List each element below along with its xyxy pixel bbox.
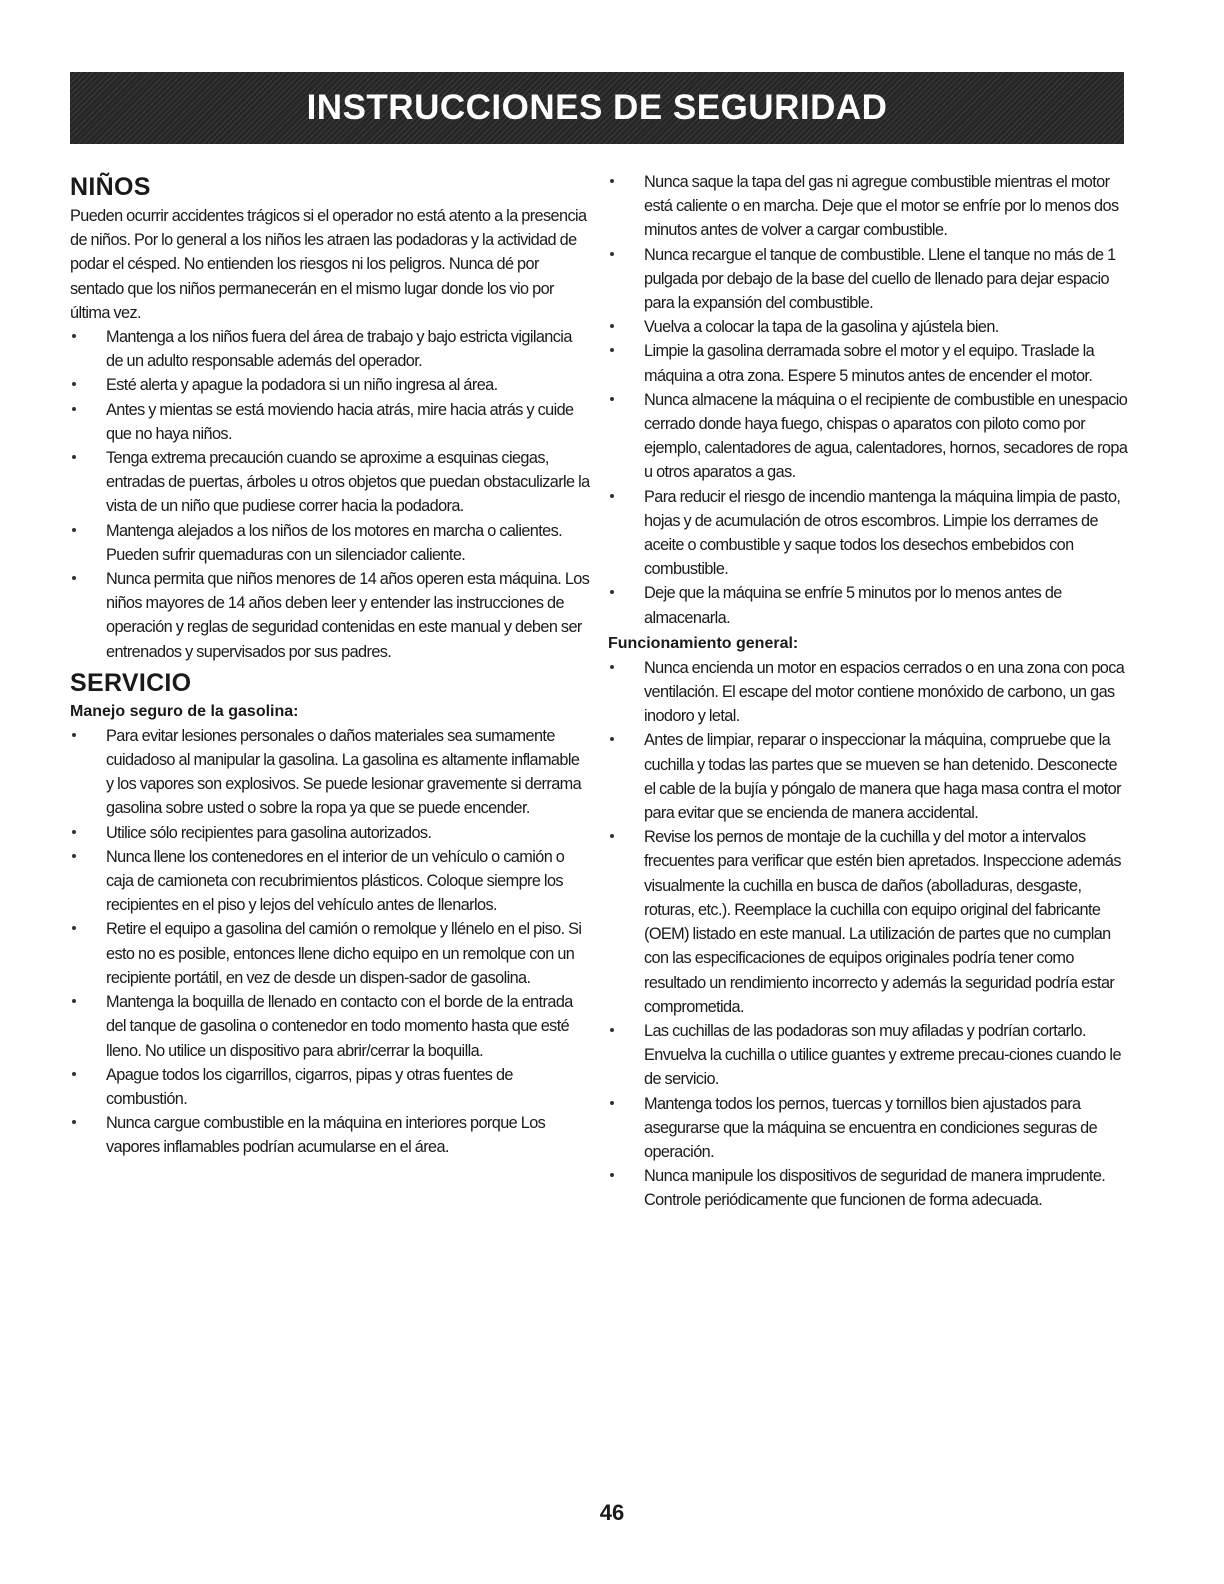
bullet-icon xyxy=(610,324,614,328)
bullet-icon xyxy=(72,382,76,386)
list-item-text: Para evitar lesiones personales o daños materiales sea sumamente cuidadoso al manipular la gasolina. La gasolina es altamente inflamable y los vapores son explosivos. Se puede lesionar gravemente si derrama gasolina sobre usted o sobre la ropa ya que se puede encender. xyxy=(106,726,582,818)
list-item xyxy=(608,1164,1128,1212)
bullet-icon xyxy=(610,179,614,183)
list-item xyxy=(70,917,590,990)
list-item xyxy=(70,1111,590,1159)
bullet-icon xyxy=(610,1101,614,1105)
list-item xyxy=(608,728,1128,825)
bullet-icon xyxy=(72,576,76,580)
bullet-icon xyxy=(72,528,76,532)
bullet-icon xyxy=(610,494,614,498)
funcionamiento-subheading: Funcionamiento general: xyxy=(608,634,799,652)
list-item xyxy=(70,519,590,567)
list-item xyxy=(70,845,590,918)
list-item-text: Revise los pernos de montaje de la cuchilla y del motor a intervalos frecuentes para verificar que estén bien apretados. Inspeccione además visualmente la cuchilla en busca de daños (abolladuras, desgaste, roturas, etc.). Reemplace la cuchilla con equipo original del fabricante (OEM) listado en este manual. La utilización de partes que no cumplan con las especificaciones de equipos originales podría tener como resultado un rendimiento incorrecto y además la seguridad podría estar comprometida. xyxy=(644,828,1121,1016)
gasolina-subheading: Manejo seguro de la gasolina: xyxy=(70,702,299,720)
list-item xyxy=(70,821,590,845)
bullet-icon xyxy=(610,1173,614,1177)
list-item xyxy=(70,398,590,446)
list-item-text: Nunca permita que niños menores de 14 años operen esta máquina. Los niños mayores de 14 años deben leer y entender las instrucciones de operación y reglas de seguridad contenidas en este manual y deben ser entrenados y supervisados por sus padres. xyxy=(106,570,590,661)
list-item-text: Deje que la máquina se enfríe 5 minutos por lo menos antes de almacenarla. xyxy=(644,584,1062,627)
list-item xyxy=(608,825,1128,1019)
list-item xyxy=(608,581,1128,629)
list-item-text: Nunca almacene la máquina o el recipiente de combustible en unespacio cerrado donde haya fuego, chispas o aparatos con piloto como por ejemplo, calentadores de agua, calentadores, hornos, secadores de ropa u otros aparatos a gas. xyxy=(644,390,1128,482)
left-column xyxy=(70,170,590,1160)
bullet-icon xyxy=(610,590,614,594)
list-item xyxy=(608,339,1128,387)
list-item xyxy=(70,325,590,373)
list-item xyxy=(70,446,590,519)
list-item-text: Antes de limpiar, reparar o inspeccionar la máquina, compruebe que la cuchilla y todas las partes que se mueven se han detenido. Desconecte el cable de la bujía y póngalo de manera que haga masa contra el motor para evitar que se encienda de manera accidental. xyxy=(644,731,1121,823)
list-item-text: Retire el equipo a gasolina del camión o remolque y llénelo en el piso. Si esto no es posible, entonces llene dicho equipo en un remolque con un recipiente portátil, en vez de desde un dispen-sador de gasolina. xyxy=(106,920,582,987)
list-item-text: Utilice sólo recipientes para gasolina autorizados. xyxy=(106,823,432,842)
list-item xyxy=(608,170,1128,243)
ninos-list xyxy=(70,325,590,664)
list-item xyxy=(70,373,590,397)
bullet-icon xyxy=(72,334,76,338)
list-item xyxy=(70,724,590,821)
servicio-list xyxy=(70,724,590,1160)
bullet-icon xyxy=(610,348,614,352)
list-item xyxy=(608,1092,1128,1165)
list-item-text: Apague todos los cigarrillos, cigarros, pipas y otras fuentes de combustión. xyxy=(106,1065,513,1108)
list-item-text: Nunca saque la tapa del gas ni agregue combustible mientras el motor está caliente o en marcha. Deje que el motor se enfríe por lo menos dos minutos antes de volver a cargar combustible. xyxy=(644,173,1119,240)
list-item xyxy=(70,990,590,1063)
bullet-icon xyxy=(72,407,76,411)
list-item-text: Antes y mientas se está moviendo hacia atrás, mire hacia atrás y cuide que no haya niños. xyxy=(106,400,574,443)
servicio-heading: SERVICIO xyxy=(70,668,192,697)
bullet-icon xyxy=(72,854,76,858)
list-item xyxy=(608,656,1128,729)
list-item-text: Las cuchillas de las podadoras son muy afiladas y podrían cortarlo. Envuelva la cuchilla o utilice guantes y extreme precau-ciones cuando le de servicio. xyxy=(644,1021,1121,1089)
bullet-icon xyxy=(610,665,614,669)
list-item-text: Nunca cargue combustible en la máquina en interiores porque Los vapores inflamables podrían acumularse en el área. xyxy=(106,1114,546,1157)
list-item-text: Tenga extrema precaución cuando se aproxime a esquinas ciegas, entradas de puertas, árboles u otros objetos que puedan obstaculizarle la vista de un niño que pudiese correr hacia la podadora. xyxy=(106,449,590,516)
bullet-icon xyxy=(610,252,614,256)
bullet-icon xyxy=(610,834,614,838)
list-item-text: Nunca manipule los dispositivos de seguridad de manera imprudente. Controle periódicamente que funcionen de forma adecuada. xyxy=(644,1167,1106,1210)
list-item-text: Esté alerta y apague la podadora si un niño ingresa al área. xyxy=(106,376,498,395)
list-item-text: Nunca recargue el tanque de combustible. Llene el tanque no más de 1 pulgada por debajo de la base del cuello de llenado para dejar espacio para la expansión del combustible. xyxy=(644,245,1116,313)
bullet-icon xyxy=(610,1028,614,1032)
list-item xyxy=(608,485,1128,582)
list-item xyxy=(608,315,1128,339)
bullet-icon xyxy=(72,1072,76,1076)
list-item xyxy=(70,1063,590,1111)
ninos-intro: Pueden ocurrir accidentes trágicos si el operador no está atento a la presencia de niños. Por lo general a los niños les atraen las podadoras y la actividad de podar el césped. No entienden los riesgos ni los peligros. Nunca dé por sentado que los niños permanecerán en el mismo lugar donde los vio por última vez. xyxy=(70,207,587,322)
gasolina-list-continued xyxy=(608,170,1128,630)
list-item-text: Vuelva a colocar la tapa de la gasolina y ajústela bien. xyxy=(644,318,999,337)
bullet-icon xyxy=(72,926,76,930)
list-item-text: Nunca encienda un motor en espacios cerrados o en una zona con poca ventilación. El escape del motor contiene monóxido de carbono, un gas inodoro y letal. xyxy=(644,658,1125,726)
list-item xyxy=(608,1019,1128,1092)
list-item-text: Mantenga alejados a los niños de los motores en marcha o calientes. Pueden sufrir quemaduras con un silenciador caliente. xyxy=(106,521,563,564)
bullet-icon xyxy=(610,397,614,401)
list-item-text: Para reducir el riesgo de incendio mantenga la máquina limpia de pasto, hojas y de acumulación de otros escombros. Limpie los derrames de aceite o combustible y saque todos los desechos embebidos con combustible. xyxy=(644,487,1121,579)
bullet-icon xyxy=(72,733,76,737)
list-item-text: Mantenga la boquilla de llenado en contacto con el borde de la entrada del tanque de gasolina o contenedor en todo momento hasta que esté lleno. No utilice un dispositivo para abrir/cerrar la boquilla. xyxy=(106,993,573,1060)
list-item xyxy=(608,243,1128,316)
page-number: 46 xyxy=(599,1500,625,1525)
section-banner xyxy=(70,72,1124,144)
bullet-icon xyxy=(72,1120,76,1124)
list-item xyxy=(70,567,590,664)
banner-title: INSTRUCCIONES DE SEGURIDAD xyxy=(306,88,888,127)
funcionamiento-list xyxy=(608,656,1128,1213)
bullet-icon xyxy=(72,999,76,1003)
bullet-icon xyxy=(72,830,76,834)
list-item-text: Limpie la gasolina derramada sobre el motor y el equipo. Traslade la máquina a otra zona. Espere 5 minutos antes de encender el motor. xyxy=(644,342,1095,385)
ninos-heading: NIÑOS xyxy=(70,173,151,201)
list-item-text: Mantenga a los niños fuera del área de trabajo y bajo estricta vigilancia de un adulto responsable además del operador. xyxy=(106,328,572,371)
list-item-text: Mantenga todos los pernos, tuercas y tornillos bien ajustados para asegurarse que la máquina se encuentra en condiciones seguras de operación. xyxy=(644,1094,1098,1161)
list-item-text: Nunca llene los contenedores en el interior de un vehículo o camión o caja de camioneta con recubrimientos plásticos. Coloque siempre los recipientes en el piso y lejos del vehículo antes de llenarlos. xyxy=(106,847,565,915)
right-column xyxy=(608,170,1128,1213)
bullet-icon xyxy=(610,737,614,741)
bullet-icon xyxy=(72,455,76,459)
list-item xyxy=(608,388,1128,485)
